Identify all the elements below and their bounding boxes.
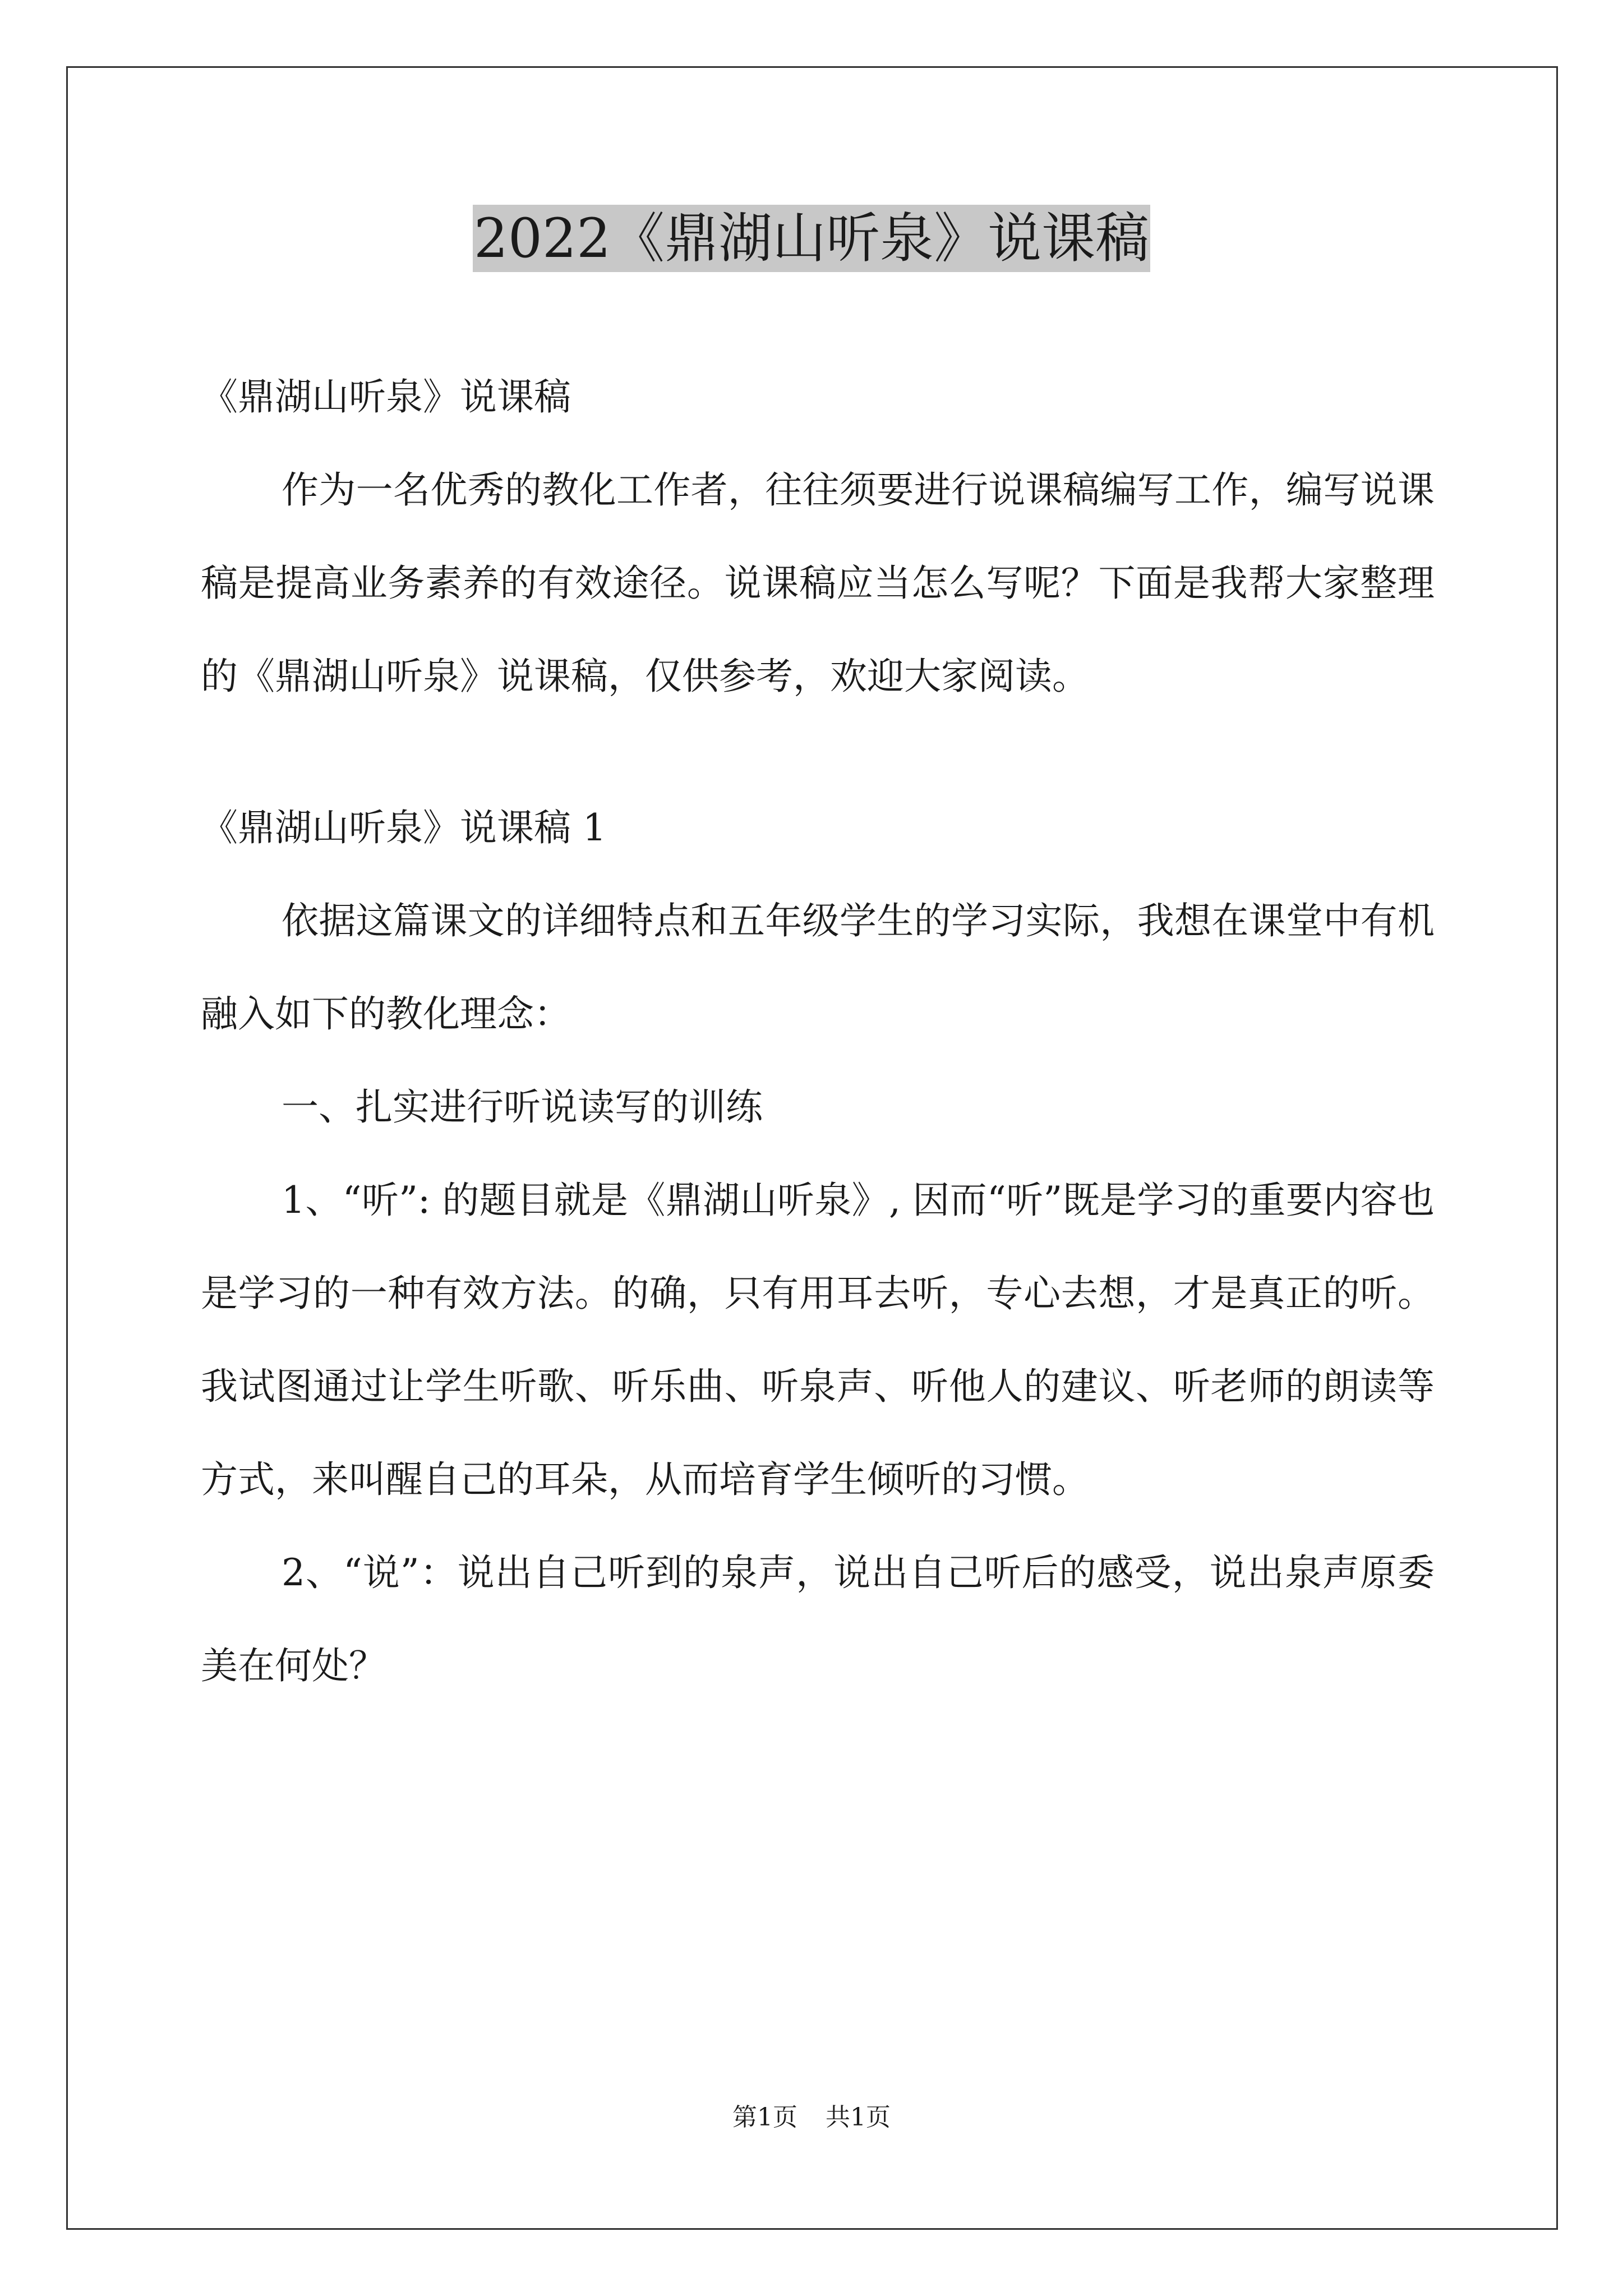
page-footer: [0, 2101, 1623, 2134]
paragraph: 一、扎实进行听说读写的训练: [282, 1085, 763, 1129]
page-total: 共1页: [826, 2103, 891, 2132]
paragraph: 1、“听”: 的题目就是《鼎湖山听泉》, 因而“听”既是学习的重要内容也是学习的一种有效方法。的确，只有用耳去听，专心去想，才是真正的听。我试图通过让学生听歌、听乐曲、听泉声、听他人的建议、听老师的朗读等方式，来叫醒自己的耳朵，从而培育学生倾听的习惯。: [201, 1179, 1435, 1501]
section-heading: 《鼎湖山听泉》说课稿 1: [201, 806, 606, 849]
spacer: [201, 723, 1435, 781]
document-body: [201, 351, 1435, 1713]
document-title: [0, 202, 1623, 275]
paragraph: 2、“说”：说出自己听到的泉声，说出自己听后的感受，说出泉声原委美在何处？: [201, 1551, 1435, 1687]
intro-paragraph: 作为一名优秀的教化工作者，往往须要进行说课稿编写工作，编写说课稿是提高业务素养的有效途径。说课稿应当怎么写呢？下面是我帮大家整理的《鼎湖山听泉》说课稿，仅供参考，欢迎大家阅读。: [201, 468, 1435, 698]
page-number: 第1页: [732, 2103, 797, 2132]
document-title-text: 2022《鼎湖山听泉》说课稿: [473, 205, 1150, 272]
paragraph: 依据这篇课文的详细特点和五年级学生的学习实际，我想在课堂中有机融入如下的教化理念：: [201, 899, 1435, 1036]
subtitle: 《鼎湖山听泉》说课稿: [201, 375, 571, 418]
